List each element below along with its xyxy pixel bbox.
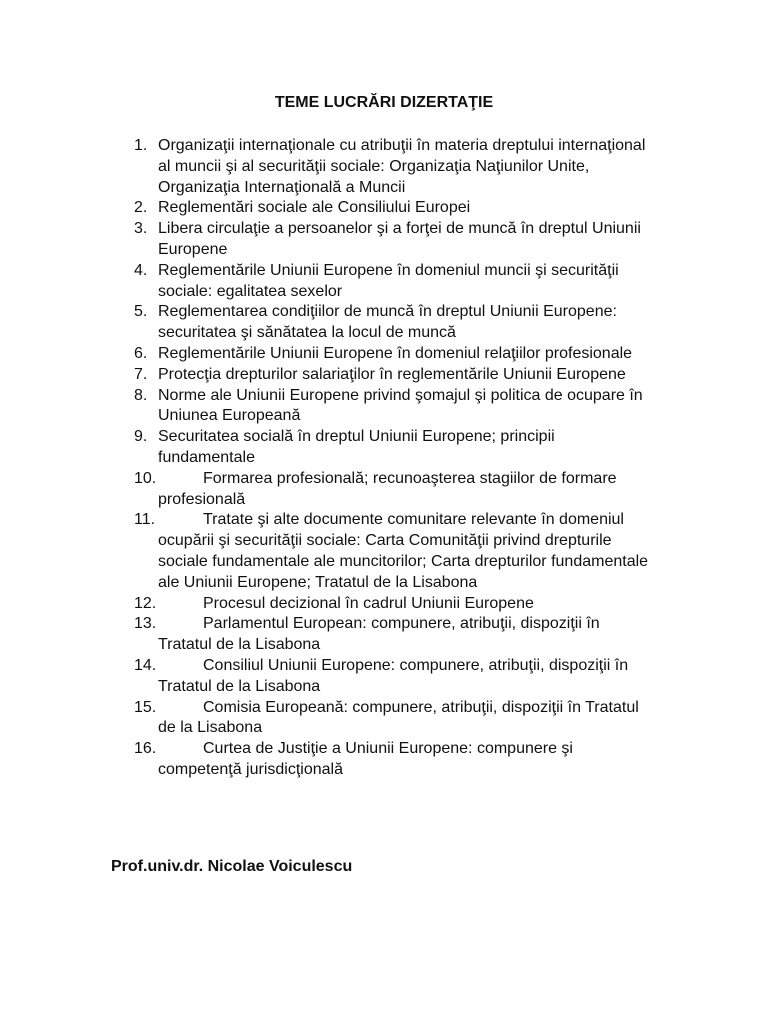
signature: Prof.univ.dr. Nicolae Voiculescu — [111, 858, 353, 875]
topic-item — [134, 594, 654, 615]
topic-text: Reglementări sociale ale Consiliului Europei — [158, 199, 471, 217]
topic-item — [134, 344, 654, 365]
topic-number: 2. — [134, 199, 148, 217]
topic-text: Reglementările Uniunii Europene în domeniul muncii şi securităţii sociale: egalitatea sexelor — [158, 261, 619, 300]
topic-number: 9. — [134, 428, 148, 446]
topic-number: 7. — [134, 365, 148, 383]
topic-item — [134, 219, 654, 261]
topic-item — [134, 510, 654, 593]
topic-number: 13. — [134, 615, 157, 633]
topic-item — [134, 386, 654, 428]
topic-item — [134, 261, 654, 303]
topic-number: 15. — [134, 698, 157, 716]
topic-number: 10. — [134, 469, 157, 487]
topic-text: Parlamentul European: compunere, atribuţii, dispoziţii în Tratatul de la Lisabona — [158, 615, 600, 654]
document-title: TEME LUCRĂRI DIZERTAŢIE — [274, 94, 494, 111]
topic-text: Curtea de Justiţie a Uniunii Europene: compunere şi competenţă jurisdicţională — [158, 740, 573, 778]
topic-text: Libera circulaţie a persoanelor şi a forţei de muncă în dreptul Uniunii Europene — [158, 220, 641, 258]
topic-number: 5. — [134, 303, 148, 321]
topic-text: Procesul decizional în cadrul Uniunii Europene — [203, 594, 534, 612]
topic-text: Protecţia drepturilor salariaţilor în reglementările Uniunii Europene — [158, 365, 626, 383]
topic-number: 8. — [134, 386, 148, 404]
topic-item — [134, 302, 654, 344]
topic-item — [134, 469, 654, 511]
topic-list — [134, 136, 654, 781]
topic-item — [134, 427, 654, 469]
topic-item — [134, 365, 654, 386]
topic-text: Reglementarea condiţiilor de muncă în dreptul Uniunii Europene: securitatea şi sănătatea la locul de muncă — [158, 303, 617, 342]
topic-item — [134, 656, 654, 698]
topic-item — [134, 136, 654, 198]
topic-number: 11. — [134, 511, 156, 529]
topic-number: 12. — [134, 594, 157, 612]
topic-text: Reglementările Uniunii Europene în domeniul relaţiilor profesionale — [158, 344, 633, 362]
topic-text: Norme ale Uniunii Europene privind şomajul şi politica de ocupare în Uniunea Europeană — [158, 386, 643, 425]
topic-number: 4. — [134, 261, 148, 279]
topic-item — [134, 698, 654, 740]
topic-text: Formarea profesională; recunoaşterea stagiilor de formare profesională — [158, 469, 617, 508]
topic-item — [134, 739, 654, 781]
topic-text: Organizaţii internaţionale cu atribuţii în materia dreptului internaţional al muncii şi al securităţii sociale: Organizaţia Naţiunilor Unite, Organizaţia Internaţională a Muncii — [158, 137, 646, 196]
topic-text: Securitatea socială în dreptul Uniunii Europene; principii fundamentale — [158, 428, 555, 466]
topic-number: 1. — [134, 137, 148, 154]
topic-text: Consiliul Uniunii Europene: compunere, atribuţii, dispoziţii în Tratatul de la Lisabona — [158, 656, 629, 695]
topic-number: 14. — [134, 656, 157, 674]
topic-item — [134, 198, 654, 219]
topic-text: Tratate şi alte documente comunitare relevante în domeniul ocupării şi securităţii sociale: Carta Comunităţii privind drepturile sociale fundamentale ale muncitorilor; Carta drepturilor fundamentale ale Uniunii Europene; Tratatul de la Lisabona — [158, 511, 649, 591]
topic-item — [134, 614, 654, 656]
topic-number: 3. — [134, 220, 148, 238]
topic-text: Comisia Europeană: compunere, atribuţii, dispoziţii în Tratatul de la Lisabona — [158, 698, 639, 737]
topic-number: 16. — [134, 740, 157, 758]
topic-number: 6. — [134, 344, 148, 362]
